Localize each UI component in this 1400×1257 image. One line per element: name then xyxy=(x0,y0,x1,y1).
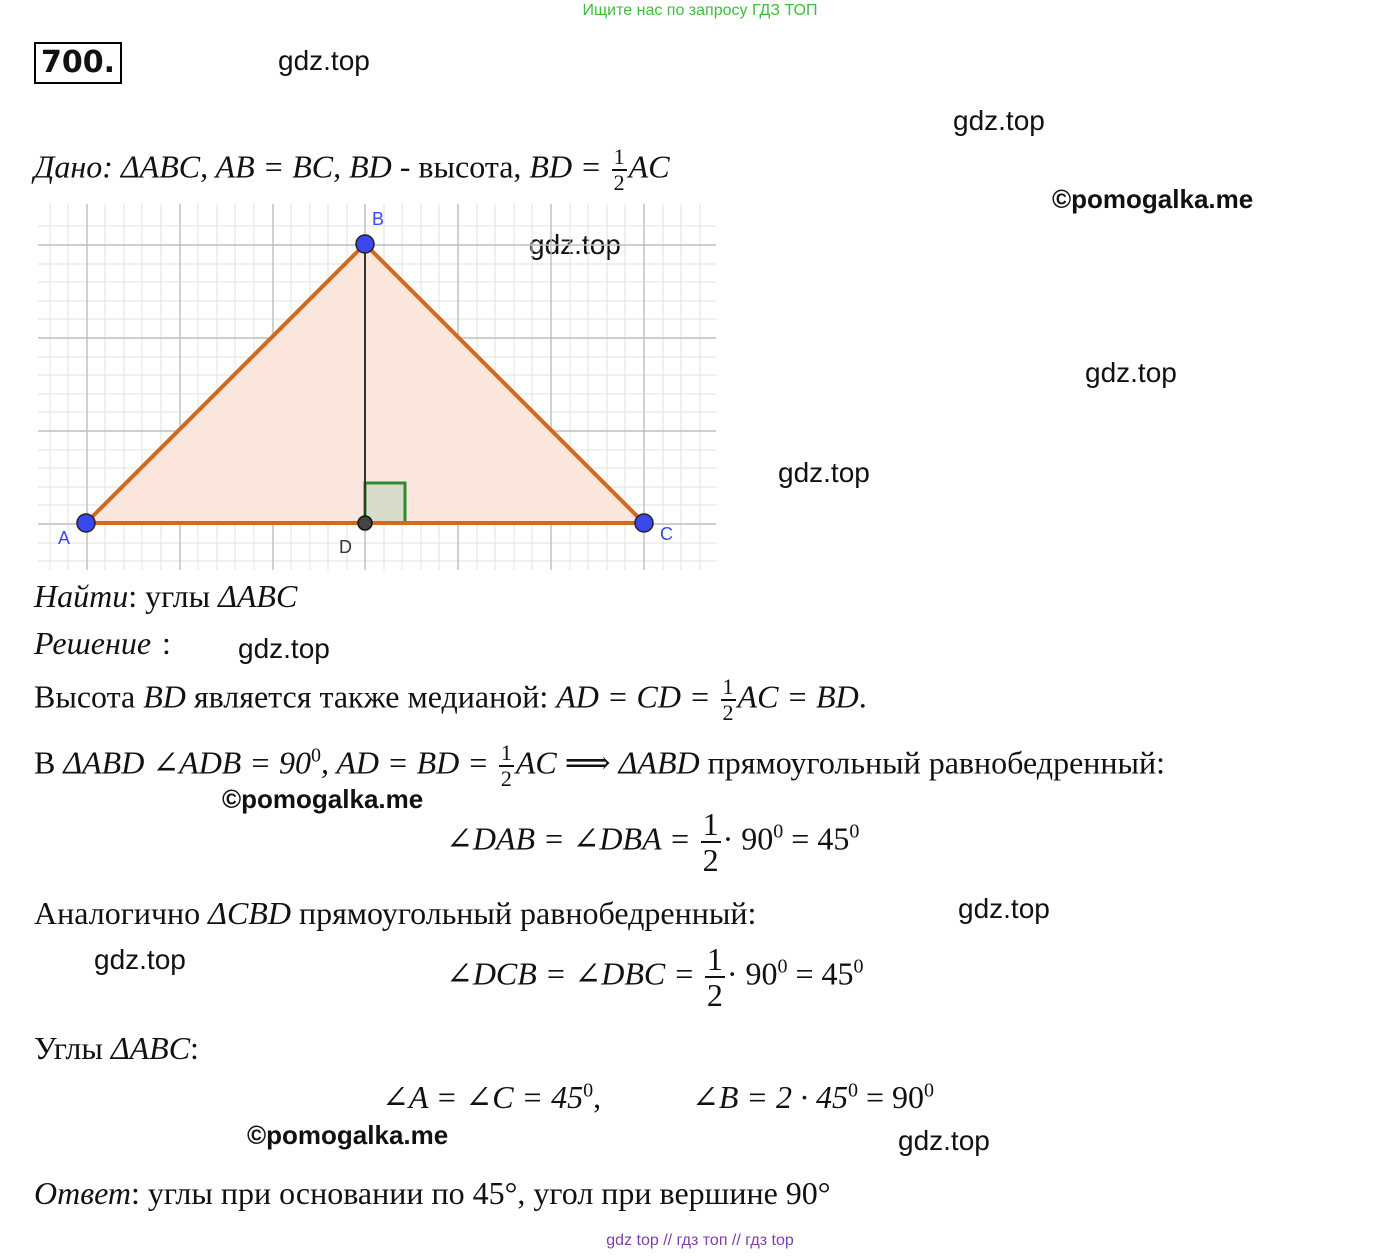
solution-line-2: В ΔABD ∠ADB = $90^0$, AD = BD = $\frac{1}{2}$ AC ⟹ ΔABD прямоугольный равнобедренный: xyxy=(34,740,1166,791)
fraction: $\frac{1}{2}$ xyxy=(706,941,723,1013)
find-line xyxy=(34,578,297,615)
answer-text: : углы при основании по 45°, угол при вершине 90° xyxy=(131,1175,831,1211)
label-d: D xyxy=(339,537,352,557)
given-text: - высота, xyxy=(391,148,530,185)
answer-line xyxy=(34,1175,831,1212)
equation-final-b: ∠B = $2 \cdot 45^0 = 90^0$ xyxy=(692,1079,934,1115)
search-banner: Ищите нас по запросу ГДЗ ТОП xyxy=(582,2,818,19)
point-d xyxy=(358,516,372,530)
watermark-gdz: gdz.top xyxy=(94,944,186,975)
solution-colon: : xyxy=(162,625,171,661)
point-b xyxy=(356,235,374,253)
given-label: Дано xyxy=(34,148,103,185)
watermark-gdz: gdz.top xyxy=(278,45,370,76)
solution-line-1: Высота BD является также медианой: AD = CD = $\frac{1}{2}$ AC = BD. xyxy=(34,674,867,725)
label-c: C xyxy=(660,524,673,544)
solution-line-3: Аналогично ΔCBD прямоугольный равнобедренный: xyxy=(34,895,757,931)
given-text: BD = xyxy=(529,148,610,185)
equation-final-a: ∠A = ∠C = $45^0$, xyxy=(382,1079,602,1115)
point-a xyxy=(77,514,95,532)
triangle-figure xyxy=(38,204,718,574)
solution-label: Решение xyxy=(34,625,152,661)
fraction: $\frac{1}{2}$ xyxy=(722,674,734,725)
watermark-gdz: gdz.top xyxy=(238,633,330,664)
label-b: B xyxy=(372,209,385,229)
given-line xyxy=(34,146,670,194)
watermark-pomogalka: ©pomogalka.me xyxy=(1052,184,1254,214)
fraction: $\frac{1}{2}$ xyxy=(500,740,512,791)
find-text: : углы xyxy=(128,578,219,614)
find-triangle: ΔABC xyxy=(218,578,298,614)
answer-label: Ответ xyxy=(34,1175,131,1211)
fraction: $\frac{1}{2}$ xyxy=(613,144,625,195)
right-angle-mark xyxy=(365,483,405,523)
watermark-gdz: gdz.top xyxy=(953,105,1045,136)
given-text: AC xyxy=(628,148,670,185)
watermark-pomogalka: ©pomogalka.me xyxy=(222,784,424,814)
watermark-gdz: gdz.top xyxy=(898,1125,990,1156)
problem-number: 700. xyxy=(34,42,122,84)
fraction: $\frac{1}{2}$ xyxy=(702,806,719,878)
given-text: : ΔABC, AB = BC, BD xyxy=(102,148,392,185)
watermark-gdz: gdz.top xyxy=(778,457,870,488)
equation-dab: ∠DAB = ∠DBA = $\frac{1}{2}$ · $90^0 = 45^0$ xyxy=(446,806,860,878)
label-a: A xyxy=(58,528,71,548)
footer-links: gdz top // гдз топ // гдз top xyxy=(606,1232,794,1249)
watermark-pomogalka: ©pomogalka.me xyxy=(247,1120,449,1150)
angles-label: Углы ΔABC: xyxy=(34,1030,199,1066)
watermark-gdz: gdz.top xyxy=(958,893,1050,924)
equation-dcb: ∠DCB = ∠DBC = $\frac{1}{2}$ · $90^0 = 45^0$ xyxy=(446,941,864,1013)
watermark-gdz: gdz.top xyxy=(1085,357,1177,388)
point-c xyxy=(635,514,653,532)
watermark-gdz: gdz.top xyxy=(529,229,621,260)
find-label: Найти xyxy=(34,578,129,614)
